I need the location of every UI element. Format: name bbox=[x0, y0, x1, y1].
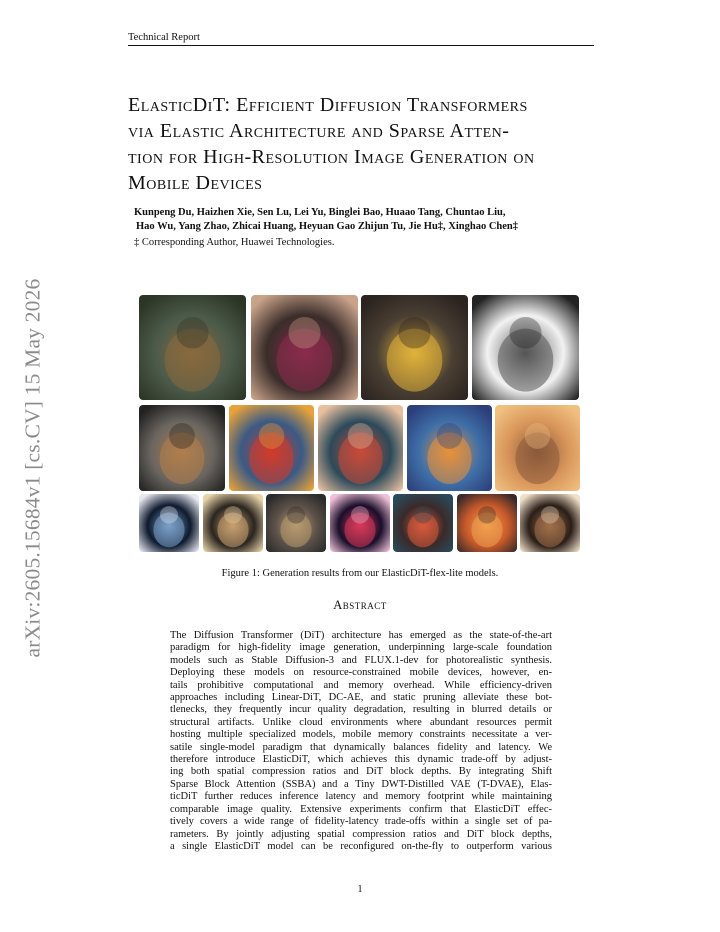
abstract-line: ing both spatial compression ratios and DiT block depths. By integrating Shift bbox=[170, 766, 552, 778]
ram-image bbox=[203, 494, 263, 552]
corgi-bee-image bbox=[361, 295, 468, 400]
abstract-line: comparable image quality. Extensive experiments confirm that ElasticDiT effec- bbox=[170, 803, 552, 815]
muppets-image bbox=[229, 405, 314, 491]
abstract-line: Sparse Block Attention (SSBA) and a Tiny DWT-Distilled VAE (T-DVAE), Elas- bbox=[170, 778, 552, 790]
abstract-body bbox=[170, 630, 552, 853]
header-rule bbox=[128, 45, 594, 46]
abstract-line: structural artifacts. Unlike cloud environments where abundant resources permit bbox=[170, 716, 552, 728]
dog-suit-image bbox=[139, 405, 225, 491]
author-line: Hao Wu, Yang Zhao, Zhicai Huang, Heyuan Gao Zhijun Tu, Jie Hu‡, Xinghao Chen‡ bbox=[136, 221, 519, 232]
abstract-line: satile single-model paradigm that dynamically balances fidelity and latency. We bbox=[170, 741, 552, 753]
abstract-line: hosting multiple specialized models, mobile memory constraints necessitate a ver- bbox=[170, 729, 552, 741]
author-line: Kunpeng Du, Haizhen Xie, Sen Lu, Lei Yu, Binglei Bao, Huaao Tang, Chuntao Liu, bbox=[134, 207, 506, 218]
abstract-line: rameters. By jointly adjusting spatial compression ratios and DiT block depths, bbox=[170, 828, 552, 840]
page-number: 1 bbox=[357, 884, 363, 895]
abstract-line: The Diffusion Transformer (DiT) architecture has emerged as the state-of-the-art bbox=[170, 630, 552, 641]
abstract-line: ticDiT further reduces inference latency and memory footprint while maintaining bbox=[170, 791, 552, 803]
concert-image bbox=[330, 494, 390, 552]
woman-flowers-image bbox=[318, 405, 403, 491]
title-line: ElasticDiT: Efficient Diffusion Transformers bbox=[128, 94, 528, 116]
title-line: via Elastic Architecture and Sparse Atten- bbox=[128, 120, 510, 142]
paper-title bbox=[128, 92, 598, 196]
author-list bbox=[134, 206, 604, 234]
abstract-line: models such as Stable Diffusion-3 and FLUX.1-dev for photorealistic synthesis. bbox=[170, 654, 552, 666]
figure-caption: Figure 1: Generation results from our ElasticDiT-flex-lite models. bbox=[221, 568, 499, 579]
affiliation: ‡ Corresponding Author, Huawei Technologies. bbox=[134, 237, 335, 248]
cat-car-image bbox=[266, 494, 326, 552]
abstract-line: paradigm for high-fidelity image generation, underpinning large-scale foundation bbox=[170, 642, 552, 654]
coffee-cup-image bbox=[520, 494, 580, 552]
abstract-line: tively covers a wide range of fidelity-latency trade-offs within a single set of pa- bbox=[170, 816, 552, 828]
owl-image bbox=[139, 295, 246, 400]
title-line: Mobile Devices bbox=[128, 172, 263, 194]
galaxy-globe-image bbox=[139, 494, 199, 552]
abstract-heading: Abstract bbox=[333, 598, 387, 612]
abstract-line: tails prohibitive computational and memory overhead. While efficiency-driven bbox=[170, 679, 552, 691]
abstract-line: therefore introduce ElasticDiT, which achieves this dynamic trade-off by adjust- bbox=[170, 754, 552, 766]
van-gogh-image bbox=[407, 405, 492, 491]
arxiv-stamp-text: arXiv:2605.15684v1 [cs.CV] 15 May 2026 bbox=[20, 278, 45, 658]
abstract-line: a single ElasticDiT model can be reconfigured on-the-fly to outperform various bbox=[170, 840, 552, 852]
running-header: Technical Report bbox=[128, 32, 200, 43]
arxiv-stamp bbox=[18, 258, 48, 678]
abstract-line: approaches including Linear-DiT, DC-AE, and static pruning alleviate these bot- bbox=[170, 692, 552, 704]
cowboys-sketch-image bbox=[472, 295, 579, 400]
title-line: tion for High-Resolution Image Generation on bbox=[128, 146, 535, 168]
cat-cowboy-image bbox=[495, 405, 580, 491]
joker-image bbox=[251, 295, 358, 400]
city-sunset-image bbox=[457, 494, 517, 552]
abstract-line: tlenecks, they frequently incur quality degradation, resulting in blurred details or bbox=[170, 704, 552, 716]
stormy-sea-image bbox=[393, 494, 453, 552]
abstract-line: Deploying these models on resource-constrained mobile devices, however, en- bbox=[170, 667, 552, 679]
